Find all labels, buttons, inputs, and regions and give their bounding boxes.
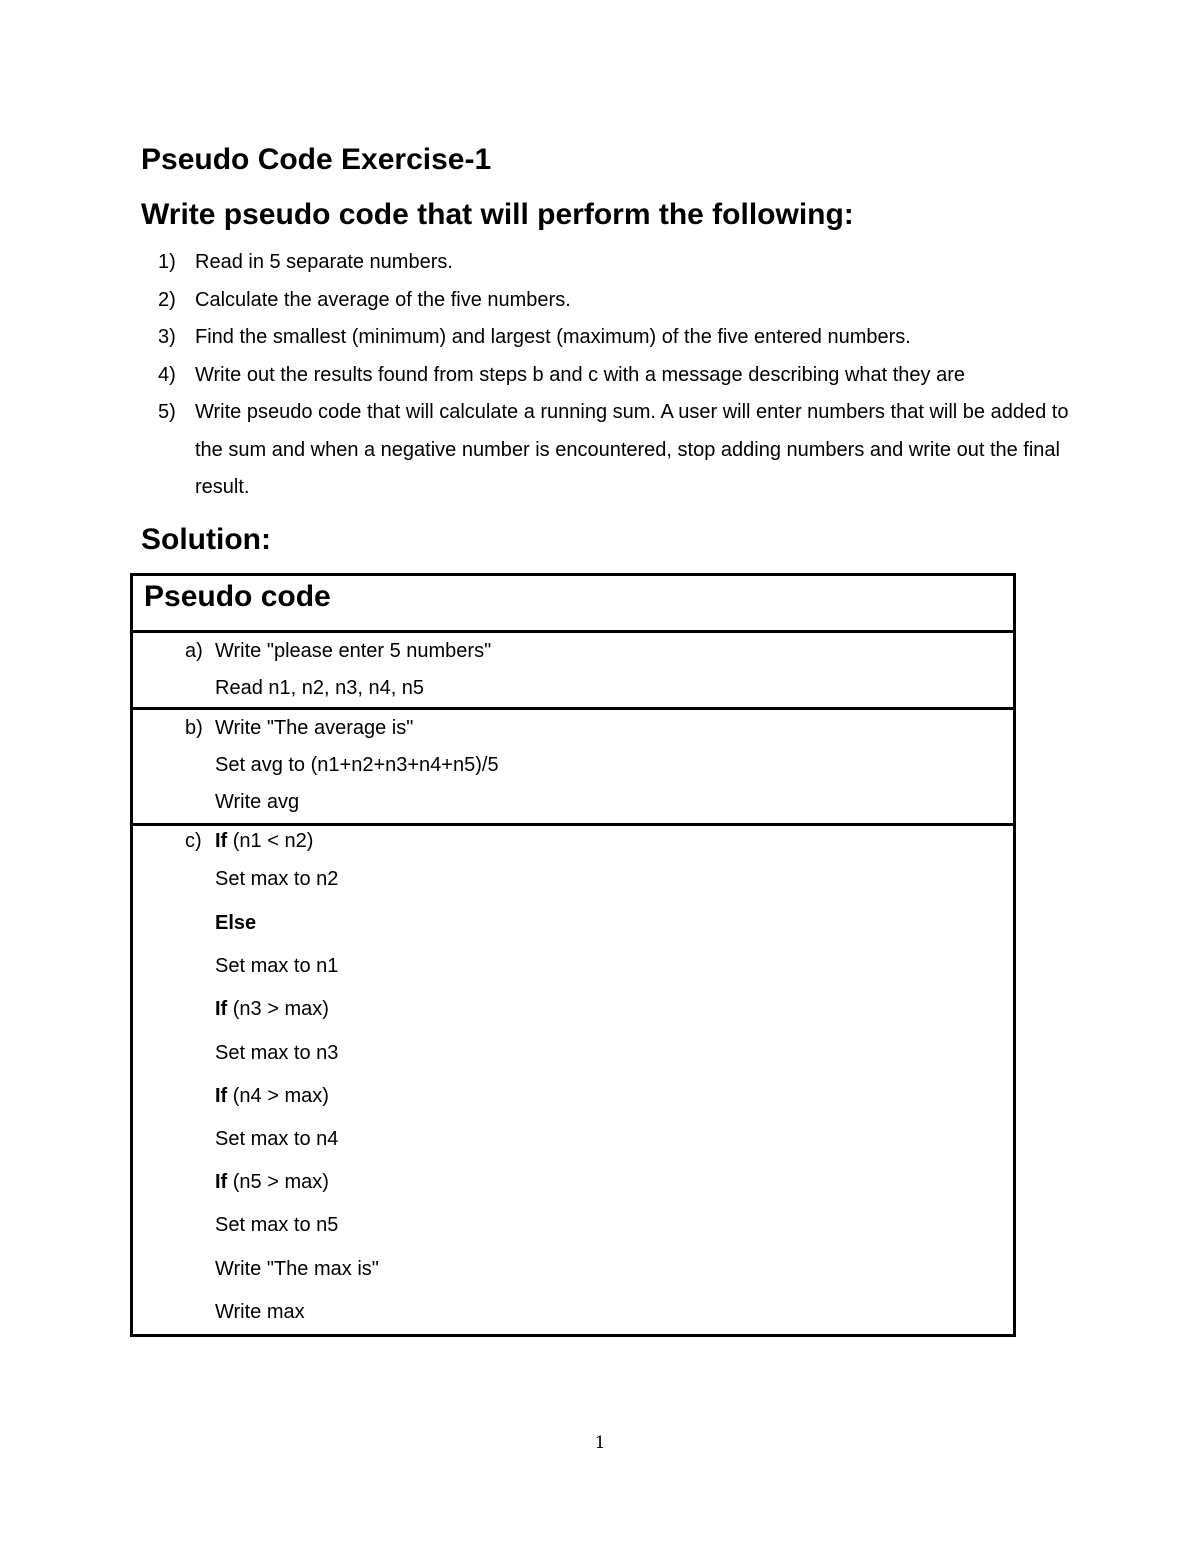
- exercise-instructions: Write pseudo code that will perform the following:: [141, 198, 854, 231]
- list-item: 2) Calculate the average of the five numbers.: [158, 288, 571, 311]
- code-line: Set max to n5: [215, 1214, 339, 1237]
- code-line: Set max to n3: [215, 1041, 339, 1064]
- code-line: Write "please enter 5 numbers": [215, 640, 492, 662]
- code-lines: [215, 710, 1013, 823]
- code-line: Else: [215, 912, 257, 934]
- code-lines: [215, 633, 1013, 707]
- code-line: Write avg: [215, 791, 300, 813]
- code-line: Write "The max is": [215, 1257, 379, 1280]
- row-label: a): [185, 640, 203, 662]
- document-title: Pseudo Code Exercise-1: [141, 143, 492, 176]
- list-item: 5) Write pseudo code that will calculate a running sum. A user will enter numbers that will be added to the sum and when a negative number is encountered, stop adding numbers and write out the final result.: [158, 401, 1069, 498]
- code-line: If (n5 > max): [215, 1171, 329, 1194]
- list-item: 3) Find the smallest (minimum) and largest (maximum) of the five entered numbers.: [158, 326, 911, 348]
- code-line: Set avg to (n1+n2+n3+n4+n5)/5: [215, 754, 499, 776]
- table-row: [133, 826, 1013, 1334]
- list-item: 4) Write out the results found from steps b and c with a message describing what they are: [158, 363, 966, 386]
- row-label: c): [185, 830, 202, 852]
- code-line: Set max to n4: [215, 1128, 339, 1151]
- table-header: Pseudo code: [133, 576, 1013, 633]
- code-line: Set max to n2: [215, 868, 339, 890]
- code-line: If (n3 > max): [215, 998, 329, 1021]
- task-list: [158, 244, 1078, 507]
- list-item: 1) Read in 5 separate numbers.: [158, 251, 453, 273]
- table-row: [133, 710, 1013, 826]
- code-line: Write "The average is": [215, 717, 414, 739]
- code-line: Write max: [215, 1300, 305, 1323]
- code-lines: [215, 826, 1013, 1334]
- solution-heading: Solution:: [141, 523, 271, 556]
- pseudo-code-table: [130, 573, 1016, 1337]
- code-line: Read n1, n2, n3, n4, n5: [215, 677, 425, 699]
- row-label: b): [185, 717, 203, 739]
- code-line: If (n1 < n2): [215, 830, 314, 852]
- table-row: [133, 633, 1013, 710]
- page-number: 1: [594, 1433, 606, 1453]
- code-line: If (n4 > max): [215, 1084, 329, 1107]
- code-line: Set max to n1: [215, 955, 339, 978]
